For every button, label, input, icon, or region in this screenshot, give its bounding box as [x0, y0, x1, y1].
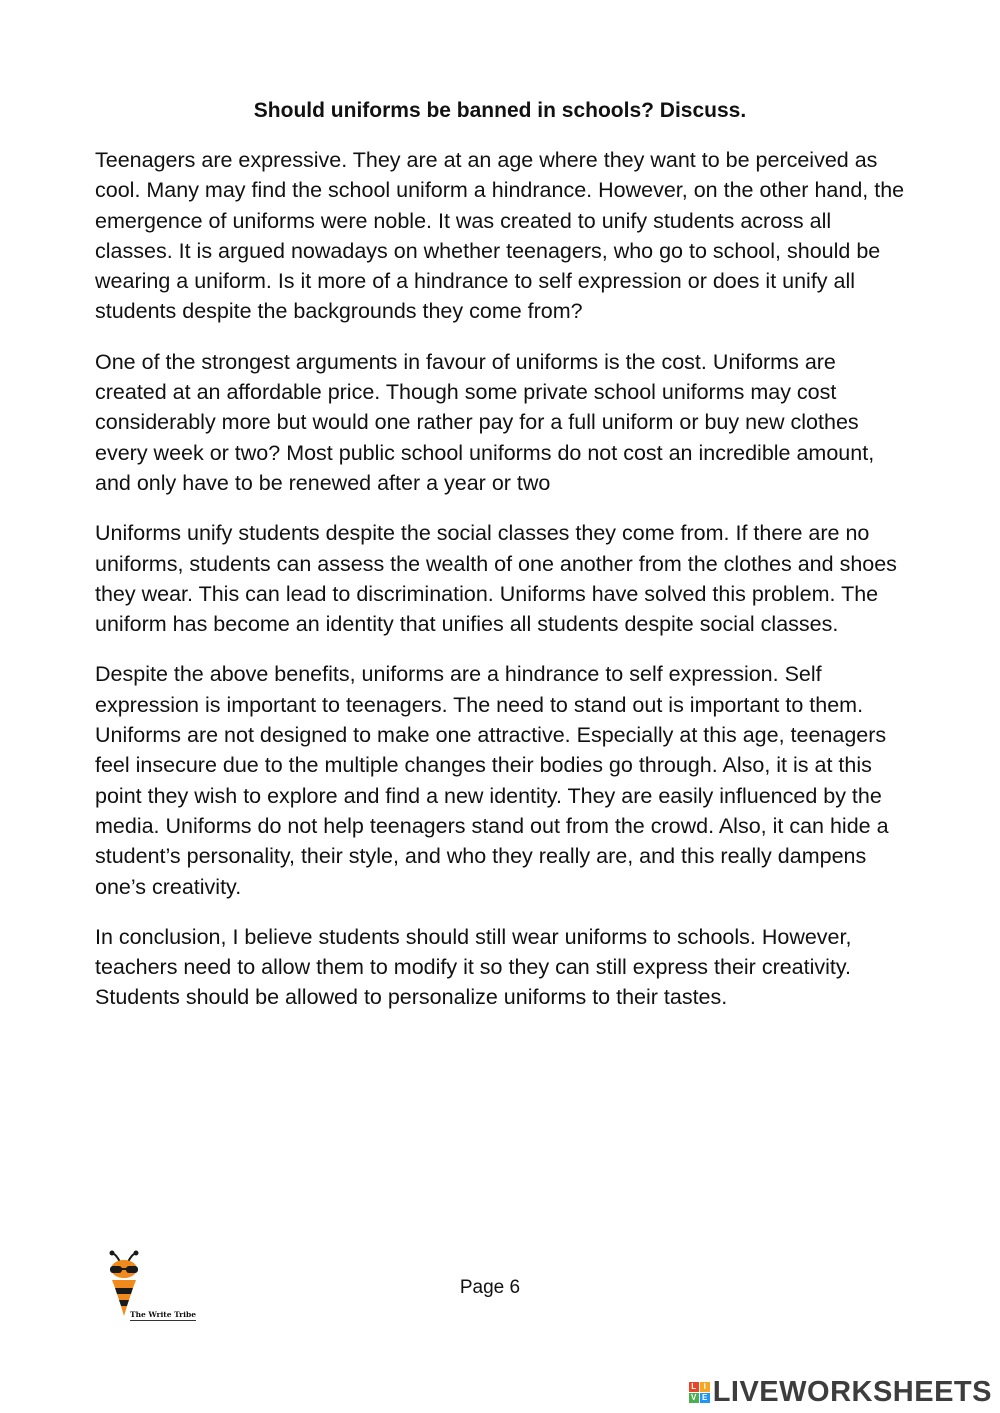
watermark-text: LIVEWORKSHEETS	[712, 1376, 992, 1408]
essay-paragraph-4: Despite the above benefits, uniforms are a hindrance to self expression. Self expression is important to teenagers. The need to stand out is important to them. Uniforms are not designed to make one attractive. Especially at this age, teenagers feel insecure due to the multiple changes their bodies go through. Also, it is at this point they wish to explore and find a new identity. They are easily influenced by the media. Uniforms do not help teenagers stand out from the crowd. Also, it can hide a student’s personality, their style, and who they really are, and this really dampens one’s creativity.	[95, 662, 889, 899]
essay-body	[95, 145, 907, 1033]
page-number: Page 6	[459, 1277, 521, 1298]
wm-letter-l: L	[689, 1382, 699, 1392]
wm-letter-i: I	[700, 1382, 710, 1392]
liveworksheets-watermark	[689, 1377, 992, 1407]
write-tribe-logo	[98, 1250, 210, 1332]
page-title: Should uniforms be banned in schools? Discuss.	[253, 99, 747, 122]
wm-letter-e: E	[700, 1393, 710, 1403]
logo-caption: The Write Tribe	[130, 1310, 197, 1319]
wm-letter-v: V	[689, 1393, 699, 1403]
essay-paragraph-3: Uniforms unify students despite the social classes they come from. If there are no uniforms, students can assess the wealth of one another from the clothes and shoes they wear. This can lead to discrimination. Uniforms have solved this problem. The uniform has become an identity that unifies all students despite social classes.	[95, 521, 897, 637]
liveworksheets-logo-icon	[689, 1382, 710, 1403]
essay-paragraph-5: In conclusion, I believe students should still wear uniforms to schools. However, teachers need to allow them to modify it so they can still express their creativity. Students should be allowed to personalize uniforms to their tastes.	[95, 924, 852, 1010]
essay-paragraph-1: Teenagers are expressive. They are at an age where they want to be perceived as cool. Many may find the school uniform a hindrance. However, on the other hand, the emergence of uniforms were noble. It was created to unify students across all classes. It is argued nowadays on whether teenagers, who go to school, should be wearing a uniform. Is it more of a hindrance to self expression or does it unify all students despite the backgrounds they come from?	[95, 148, 905, 324]
essay-paragraph-2: One of the strongest arguments in favour of uniforms is the cost. Uniforms are created at an affordable price. Though some private school uniforms may cost considerably more but would one rather pay for a full uniform or buy new clothes every week or two? Most public school uniforms do not cost an incredible amount, and only have to be renewed after a year or two	[95, 349, 875, 495]
